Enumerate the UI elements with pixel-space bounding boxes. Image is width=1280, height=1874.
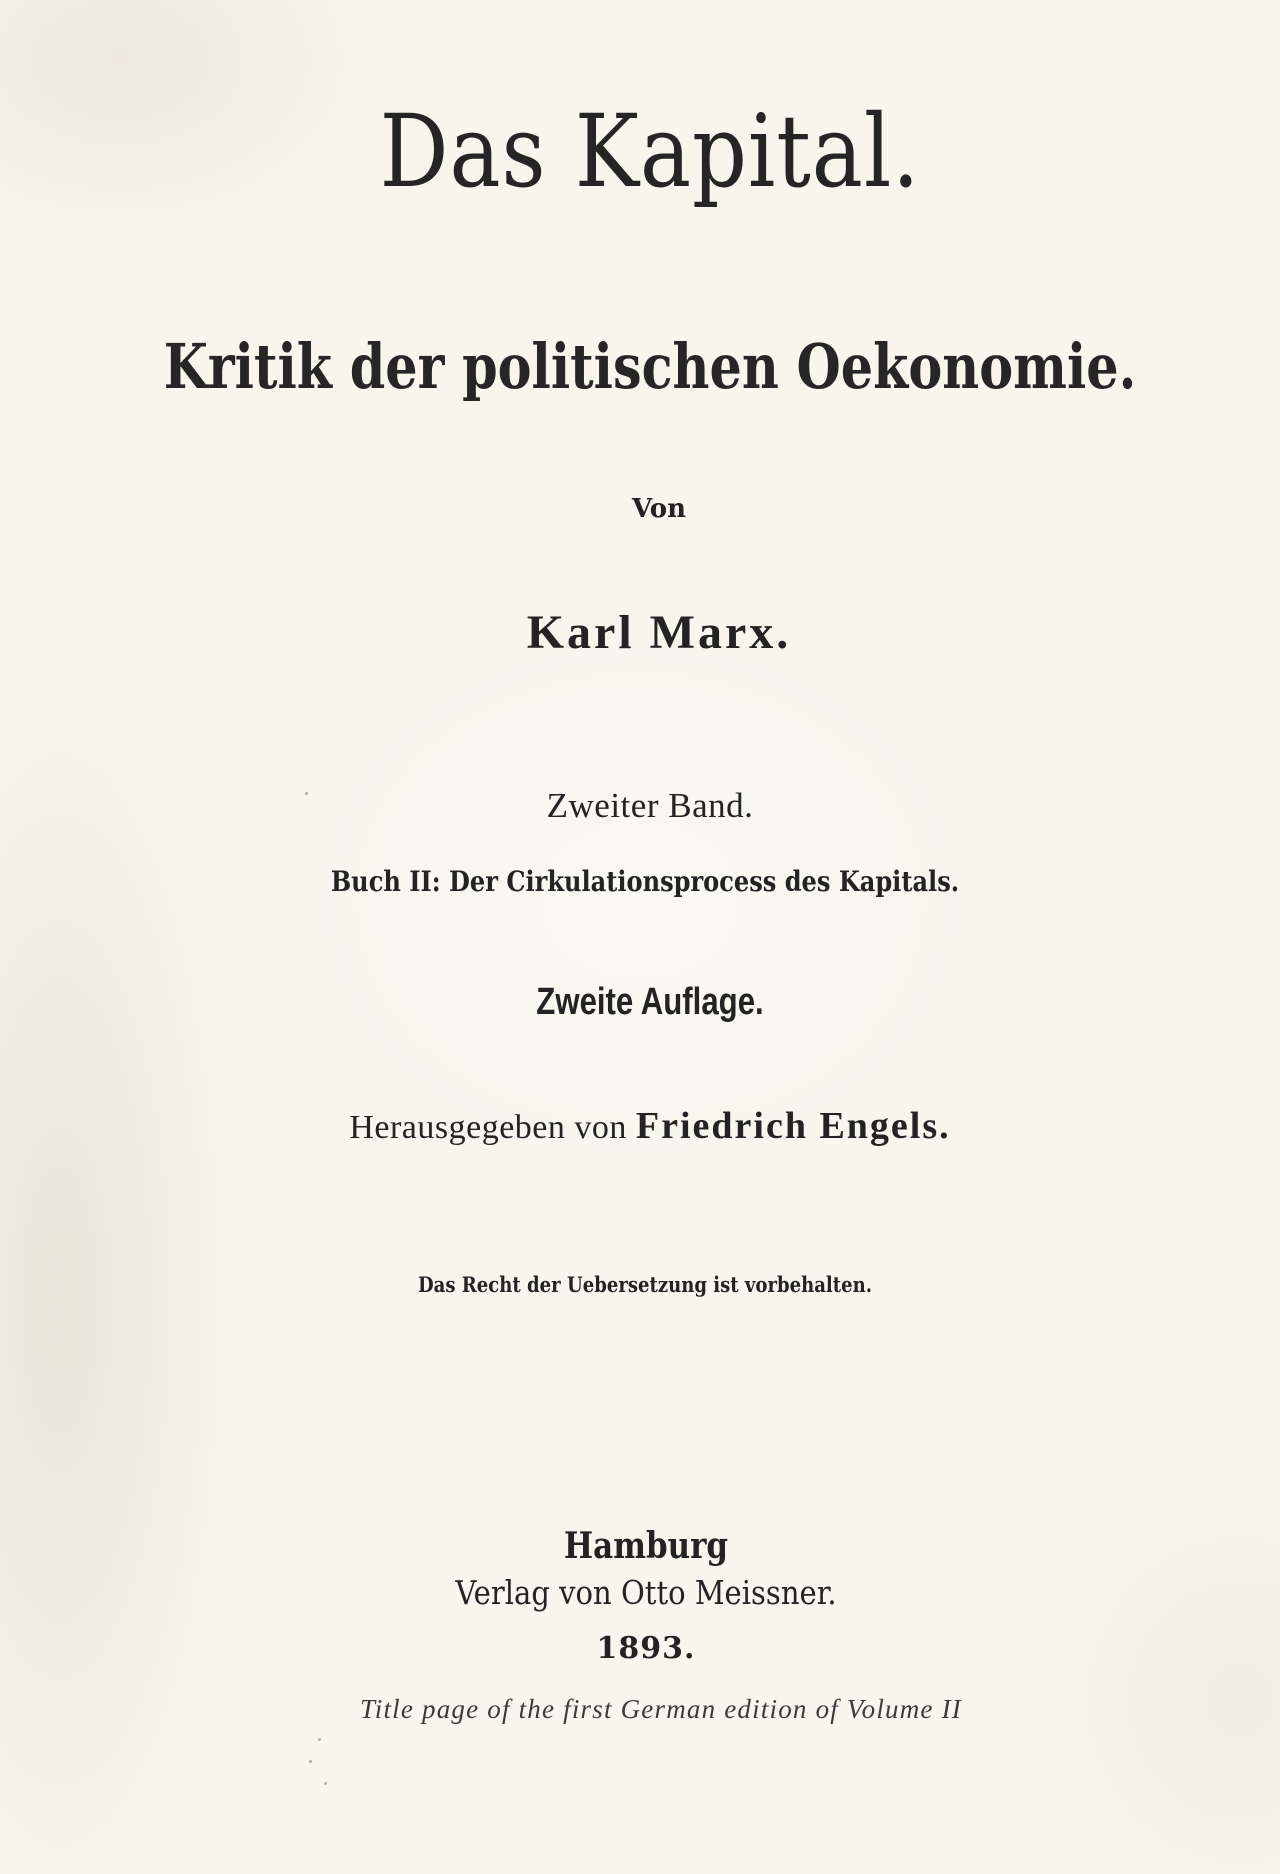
editor-prefix: Herausgegeben von [349, 1109, 627, 1146]
editor-line [10, 1107, 1280, 1145]
imprint-year: 1893. [596, 1631, 696, 1666]
rights-notice: Das Recht der Uebersetzung ist vorbehalten. [417, 1272, 873, 1297]
book-title: Das Kapital. [379, 93, 921, 210]
editor-name: Friedrich Engels. [635, 1105, 951, 1147]
paper-speck [305, 792, 308, 795]
paper-speck [318, 1738, 321, 1741]
edition-label: Zweite Auflage. [536, 981, 764, 1023]
book-label: Buch II: Der Cirkulationsprocess des Kapitals. [330, 865, 960, 898]
volume-label: Zweiter Band. [546, 786, 754, 825]
paper-speck [324, 1782, 327, 1785]
paper-speck [309, 1760, 312, 1763]
imprint-publisher: Verlag von Otto Meissner. [455, 1573, 837, 1612]
imprint-city: Hamburg [563, 1525, 729, 1567]
author-name: Karl Marx. [526, 606, 792, 659]
by-label: Von [631, 494, 687, 524]
figure-caption: Title page of the first German edition of Volume II [360, 1694, 962, 1724]
book-subtitle: Kritik der politischen Oekonomie. [163, 330, 1137, 403]
